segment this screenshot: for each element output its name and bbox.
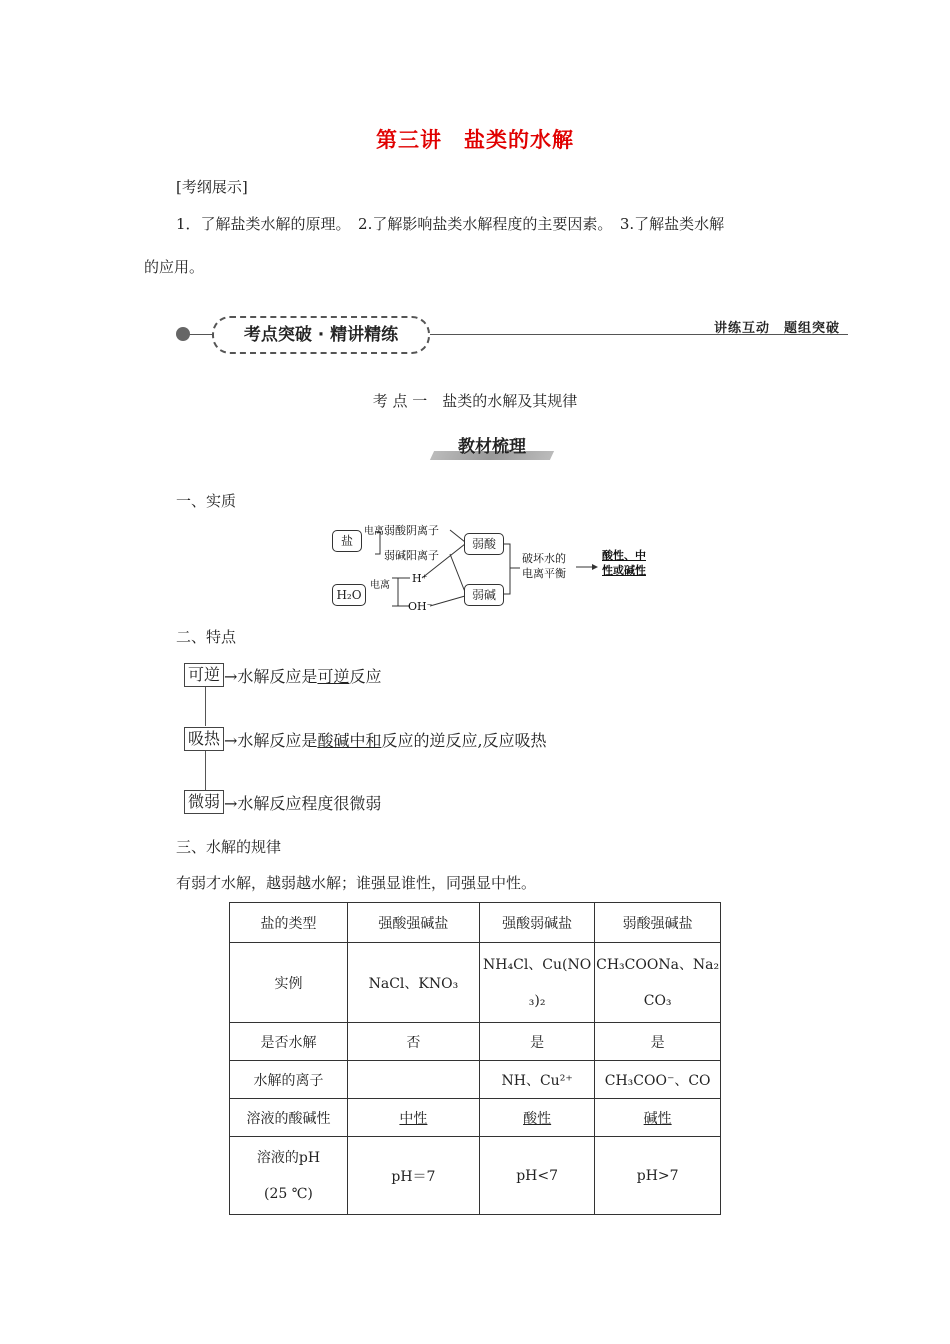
- table-cell: [595, 943, 721, 1023]
- destroy-label-2: 电离平衡: [522, 567, 566, 580]
- table-cell: NH、Cu²⁺: [479, 1061, 594, 1099]
- feature-text-post: 反应: [349, 666, 382, 686]
- oh-ion: OH⁻: [408, 600, 433, 613]
- table-row: [230, 903, 721, 943]
- part1-heading: 一、实质: [176, 492, 237, 510]
- feature-text: [224, 791, 381, 814]
- feature-text-pre: →水解反应程度很微弱: [224, 793, 382, 813]
- outline-label: [考纲展示]: [176, 178, 248, 196]
- feature-endothermic: [184, 727, 547, 751]
- feature-text: [224, 728, 547, 751]
- outline-line-1: 1．了解盐类水解的原理。 2.了解影响盐类水解程度的主要因素。 3.了解盐类水解: [176, 215, 725, 233]
- feature-text-pre: →水解反应是: [224, 666, 318, 686]
- cell-line: NH₄Cl、Cu(NO: [483, 956, 592, 973]
- table-cell: 否: [347, 1023, 479, 1061]
- table-header: 盐的类型: [230, 903, 348, 943]
- page-title: 第三讲 盐类的水解: [376, 127, 574, 152]
- table-cell: 酸性: [479, 1099, 594, 1137]
- table-row: [230, 1137, 721, 1215]
- table-row: [230, 1061, 721, 1099]
- table-cell: 碱性: [595, 1099, 721, 1137]
- salt-box: 盐: [332, 530, 362, 552]
- table-cell: pH<7: [479, 1137, 594, 1215]
- table-header: 弱酸强碱盐: [595, 903, 721, 943]
- banner-dot-icon: [176, 327, 190, 341]
- feature-box: 微弱: [184, 790, 224, 814]
- table-cell: 是否水解: [230, 1023, 348, 1061]
- feature-box: 可逆: [184, 663, 224, 687]
- table-cell: [347, 1061, 479, 1099]
- table-cell: 水解的离子: [230, 1061, 348, 1099]
- weak-base-cation: 弱碱阳离子: [384, 549, 439, 562]
- table-header: 强酸弱碱盐: [479, 903, 594, 943]
- outline-line-2: 的应用。: [144, 258, 205, 276]
- water-box: H₂O: [332, 584, 366, 606]
- table-cell: CH₃COO⁻、CO: [595, 1061, 721, 1099]
- table-header: 强酸强碱盐: [347, 903, 479, 943]
- h-ion: H⁺: [412, 572, 428, 585]
- feature-text-answer: 可逆: [317, 666, 350, 686]
- subsection-title: 教材梳理: [458, 437, 526, 457]
- weak-base-box: 弱碱: [464, 584, 504, 606]
- feature-text: [224, 664, 381, 687]
- hydrolysis-rules-table: [229, 902, 721, 1215]
- cell-line: ₃)₂: [528, 992, 546, 1009]
- table-cell: 溶液的酸碱性: [230, 1099, 348, 1137]
- table-cell: 实例: [230, 943, 348, 1023]
- feature-connector-1: [205, 686, 206, 726]
- table-cell: 是: [479, 1023, 594, 1061]
- feature-weak: [184, 790, 381, 814]
- part3-rule: 有弱才水解，越弱越水解；谁强显谁性，同强显中性。: [176, 874, 537, 892]
- feature-text-post: 反应的逆反应,反应吸热: [381, 730, 547, 750]
- cell-line: (25 ℃): [264, 1185, 313, 1202]
- weak-acid-anion: 弱酸阴离子: [384, 524, 439, 537]
- table-cell: [230, 1137, 348, 1215]
- cell-line: CH₃COONa、Na₂: [596, 956, 720, 973]
- weak-acid-box: 弱酸: [464, 533, 504, 555]
- feature-reversible: [184, 663, 381, 687]
- table-row: [230, 1099, 721, 1137]
- part3-heading: 三、水解的规律: [176, 838, 282, 856]
- cell-line: CO₃: [643, 992, 672, 1009]
- ionize-label-1: 电离: [364, 526, 384, 537]
- hydrolysis-diagram: [330, 520, 660, 612]
- table-cell: 是: [595, 1023, 721, 1061]
- table-cell: NaCl、KNO₃: [347, 943, 479, 1023]
- table-cell: pH>7: [595, 1137, 721, 1215]
- table-row: [230, 943, 721, 1023]
- feature-connector-2: [205, 750, 206, 790]
- feature-box: 吸热: [184, 727, 224, 751]
- destroy-label-1: 破坏水的: [522, 552, 566, 565]
- table-cell: pH＝7: [347, 1137, 479, 1215]
- result-label-1: 酸性、中: [602, 549, 646, 562]
- banner-title: 考点突破 · 精讲精练: [212, 316, 430, 354]
- ionize-label-2: 电离: [370, 580, 390, 591]
- cell-line: 溶液的pH: [256, 1149, 321, 1166]
- table-cell: 中性: [347, 1099, 479, 1137]
- feature-text-pre: →水解反应是: [224, 730, 318, 750]
- section-title: 考 点 一 盐类的水解及其规律: [372, 392, 578, 410]
- table-row: [230, 1023, 721, 1061]
- table-cell: [479, 943, 594, 1023]
- result-label-2: 性或碱性: [602, 564, 646, 577]
- part2-heading: 二、特点: [176, 628, 237, 646]
- banner-subtitle: 讲练互动 题组突破: [714, 321, 841, 336]
- feature-text-answer: 酸碱中和: [317, 730, 382, 750]
